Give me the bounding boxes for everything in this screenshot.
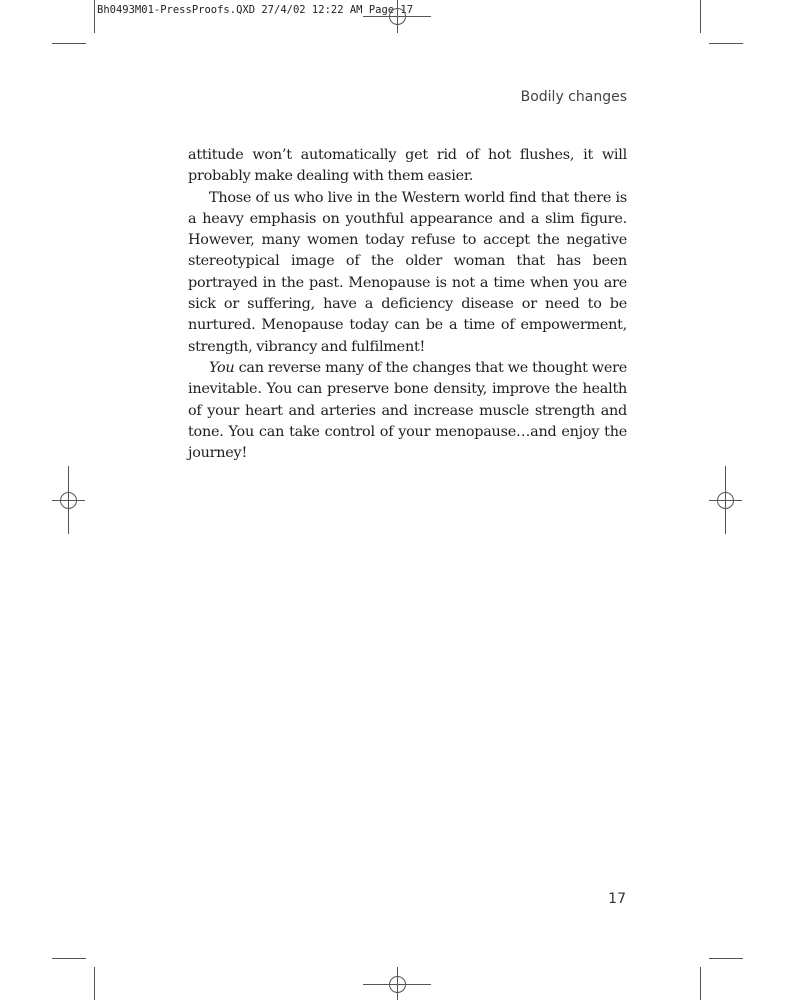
registration-mark-top — [363, 0, 431, 33]
running-head: Bodily changes — [520, 89, 627, 105]
registration-mark-left — [52, 466, 85, 534]
body-text — [188, 145, 627, 464]
proof-slug-line: Bh0493M01-PressProofs.QXD 27/4/02 12:22 AM Page 17 — [97, 4, 414, 16]
paragraph-2: Those of us who live in the Western world find that there is a heavy emphasis on youthful appearance and a slim figure. However, many women today refuse to accept the negative stereotypical image of the older woman that has been portrayed in the past. Menopause is not a time when you are sick or suffering, have a deficiency disease or need to be nurtured. Menopause today can be a time of empowerment, strength, vibrancy and fulfilment! — [188, 189, 627, 355]
page-number: 17 — [608, 891, 626, 907]
paragraph-1: attitude won’t automatically get rid of hot flushes, it will probably make dealing with them easier. — [188, 147, 627, 185]
registration-mark-right — [709, 466, 742, 534]
paragraph-3 — [188, 358, 627, 464]
registration-mark-bottom — [363, 967, 431, 1000]
paragraph-3-italic-lead: You — [209, 359, 235, 376]
paragraph-3-text: can reverse many of the changes that we thought were inevitable. You can preserve bone density, improve the health of your heart and arteries and increase muscle strength and tone. You can take control of your menopause…and enjoy the journey! — [188, 359, 627, 462]
